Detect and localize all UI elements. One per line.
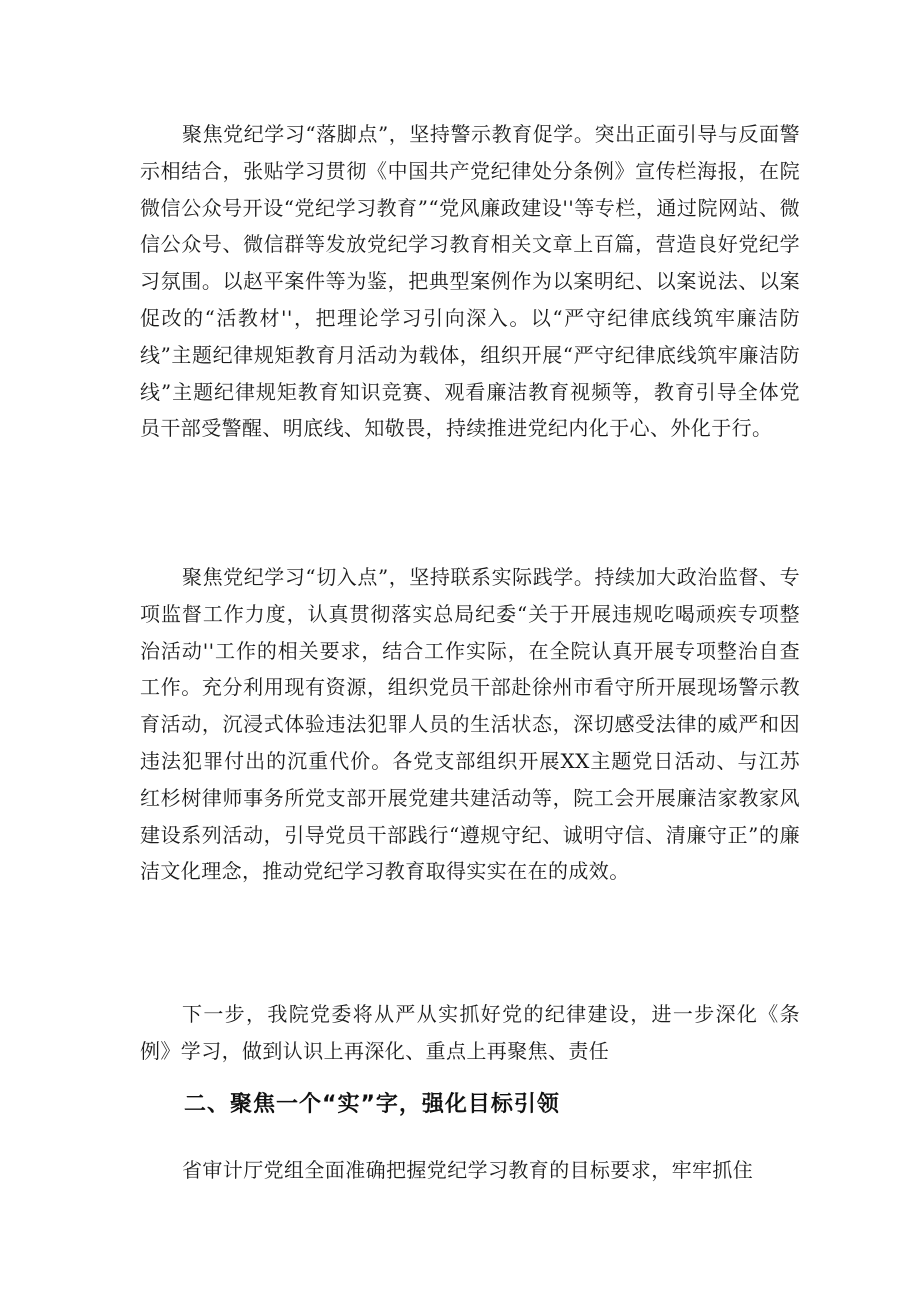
section-heading: 二、聚焦一个“实”字，强化目标引领: [184, 1092, 560, 1117]
paragraph-warning-education: 聚焦党纪学习“落脚点”，坚持警示教育促学。突出正面引导与反面警示相结合，张贴学习贯彻《中国共产党纪律处分条例》宣传栏海报，在院微信公众号开设“党纪学习教育”“党风廉政建设''等专栏，通过院网站、微信公众号、微信群等发放党纪学习教育相关文章上百篇，营造良好党纪学习氛围。以赵平案件等为鉴，把典型案例作为以案明纪、以案说法、以案促改的“活教材''，把理论学习引向深入。以“严守纪律底线筑牢廉洁防线”主题纪律规矩教育月活动为载体，组织开展“严守纪律底线筑牢廉洁防线”主题纪律规矩教育知识竞赛、观看廉洁教育视频等，教育引导全体党员干部受警醒、明底线、知敬畏，持续推进党纪内化于心、外化于行。: [140, 122, 800, 441]
paragraph-practice-learning: 聚焦党纪学习“切入点”，坚持联系实际践学。持续加大政治监督、专项监督工作力度，认真贯彻落实总局纪委“关于开展违规吃喝顽疾专项整治活动''工作的相关要求，结合工作实际，在全院认真开展专项整治自查工作。充分利用现有资源，组织党员干部赴徐州市看守所开展现场警示教育活动，沉浸式体验违法犯罪人员的生活状态，深切感受法律的威严和因违法犯罪付出的沉重代价。各党支部组织开展XX主题党日活动、与江苏红杉树律师事务所党支部开展党建共建活动等，院工会开展廉洁家教家风建设系列活动，引导党员干部践行“遵规守纪、诚明守信、清廉守正”的廉洁文化理念，推动党纪学习教育取得实实在在的成效。: [140, 565, 800, 884]
paragraph-goal-requirements: 省审计厅党组全面准确把握党纪学习教育的目标要求，牢牢抓住: [182, 1158, 754, 1182]
paragraph-next-step: 下一步，我院党委将从严从实抓好党的纪律建设，进一步深化《条例》学习，做到认识上再深化、重点上再聚焦、责任: [140, 1002, 800, 1063]
